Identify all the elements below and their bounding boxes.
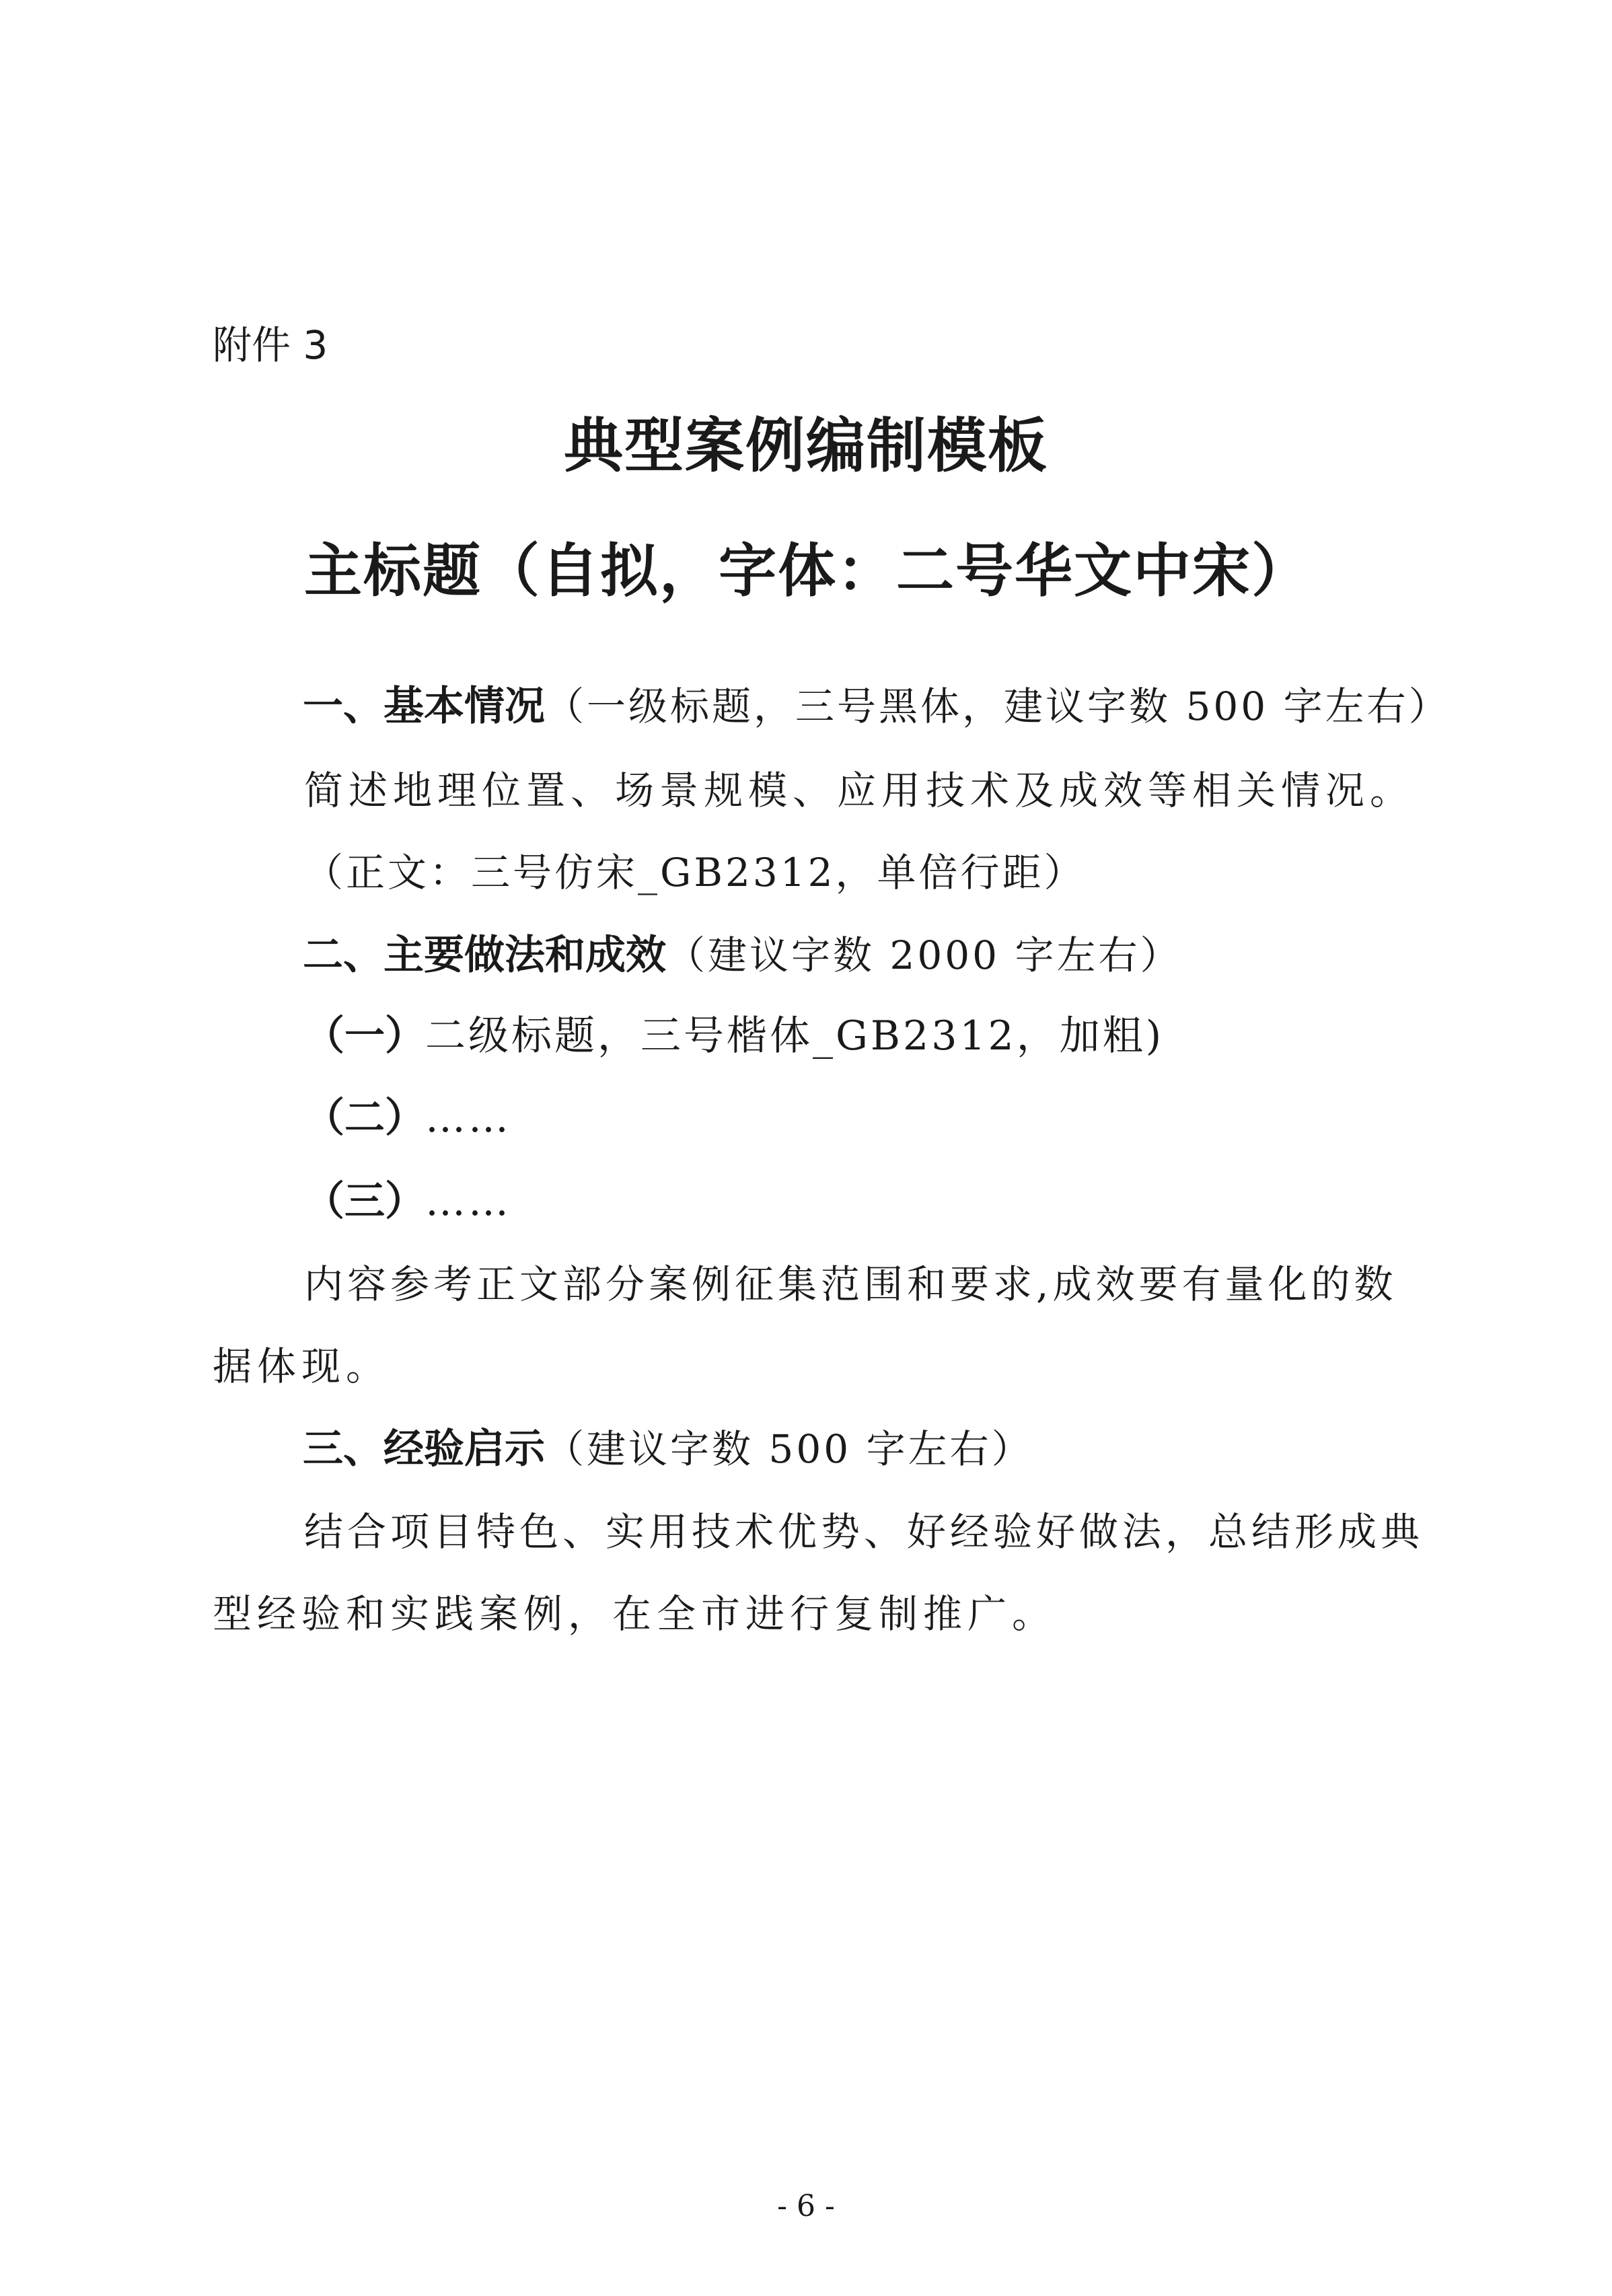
section-1-heading — [303, 683, 1451, 730]
section-1-text-line-2: （正文：三号仿宋_GB2312，单倍行距） — [304, 850, 1086, 895]
attachment-label: 附件 3 — [213, 322, 328, 368]
section-2-heading — [303, 932, 1182, 979]
section-3-heading-text: 三、经验启示 — [303, 1425, 545, 1473]
section-3-heading — [303, 1425, 1033, 1473]
subsection-2-number: （二） — [304, 1095, 425, 1142]
subsection-2-text: …… — [425, 1095, 511, 1142]
section-3-note: （建议字数 500 字左右） — [545, 1426, 1033, 1472]
section-3-text-line-1: 结合项目特色、实用技术优势、好经验好做法，总结形成典 — [304, 1509, 1424, 1555]
main-title: 主标题（自拟，字体：二号华文中宋） — [304, 537, 1311, 605]
subsection-3 — [304, 1178, 511, 1225]
subsection-1 — [304, 1012, 1165, 1060]
subsection-3-text: …… — [425, 1178, 511, 1225]
document-title: 典型案例编制模板 — [563, 410, 1048, 480]
section-2-heading-text: 二、主要做法和成效 — [303, 932, 666, 979]
page-number: - 6 - — [777, 2189, 835, 2223]
subsection-3-number: （三） — [304, 1178, 425, 1225]
section-1-text-line-1: 简述地理位置、场景规模、应用技术及成效等相关情况。 — [304, 768, 1415, 813]
section-1-heading-text: 一、基本情况 — [303, 683, 545, 730]
section-3-text-line-2: 型经验和实践案例，在全市进行复制推广。 — [213, 1591, 1057, 1637]
section-1-note: （一级标题，三号黑体，建议字数 500 字左右） — [545, 683, 1451, 729]
subsection-1-number: （一） — [304, 1012, 425, 1060]
subsection-1-text: 二级标题，三号楷体_GB2312，加粗) — [425, 1012, 1165, 1060]
section-2-text-line-2: 据体现。 — [213, 1343, 391, 1389]
section-2-text-line-1: 内容参考正文部分案例征集范围和要求,成效要有量化的数 — [304, 1261, 1397, 1307]
subsection-2 — [304, 1095, 511, 1142]
section-2-note: （建议字数 2000 字左右） — [666, 932, 1182, 978]
